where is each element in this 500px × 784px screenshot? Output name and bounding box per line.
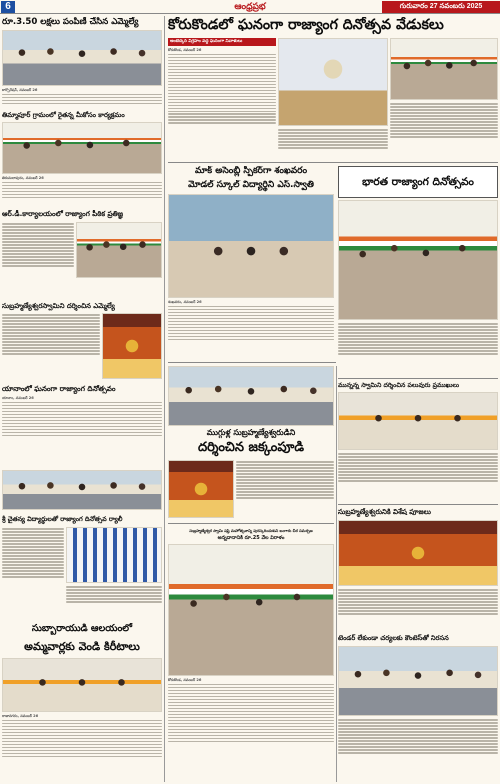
- lead-text-2: [278, 128, 388, 160]
- right2-headline: మున్నన్న స్వామిని దర్శించిన పలువురు ప్రముఖులు: [338, 382, 460, 389]
- right4-text: [338, 718, 498, 782]
- headline-4: సుబ్రహ్మణ్యేశ్వరస్వామిని దర్శించిన ఎమ్మెల్యే: [2, 302, 115, 310]
- photo-protest: [338, 646, 498, 716]
- mid-text: [236, 460, 334, 520]
- headline-7a: సుబ్బారాయుడి ఆలయంలో: [31, 623, 133, 634]
- column-divider: [164, 16, 165, 782]
- article-5-text: యానాం, నవంబర్ 26: [2, 396, 162, 458]
- right4-headline: టెండర్ లేకుండా చర్యలకు కౌంటెస్‌తో నిరసన: [338, 634, 449, 642]
- right-divider-3: [338, 504, 498, 505]
- photo-constitution-day: [338, 200, 498, 320]
- article-6b-text: [66, 585, 162, 615]
- photo-special-pooja: [338, 520, 498, 586]
- photo-lead-crowd: [390, 38, 498, 100]
- photo-jakkampudi: [168, 366, 334, 426]
- photo-dignitaries: [338, 392, 498, 450]
- photo-temple-visit: [102, 313, 162, 379]
- lead-text: కోరుకొండ, నవంబర్ 26: [168, 48, 276, 160]
- banner-text: కోరుకొండ, నవంబర్ 26: [168, 678, 334, 782]
- headline-1: రూ.3.50 లక్షలు పంపిణీ చేసిన ఎమ్మెల్యే: [2, 17, 139, 27]
- lead-subhead: అంబేద్కర్ విగ్రహం వద్ద ఘనంగా నివాళులు: [170, 39, 243, 44]
- headline-7b: అమ్మవార్లకు వెండి కిరీటాలు: [24, 640, 140, 653]
- lead-text-3: [390, 102, 498, 160]
- mid-headline-b: దర్శించిన జక్కంపూడి: [197, 440, 305, 455]
- page-header: [0, 0, 500, 14]
- right-divider-2: [338, 378, 498, 379]
- article-4-text: [2, 313, 100, 385]
- headline-5: యానాంలో ఘనంగా రాజ్యాంగ దినోత్సవం: [2, 384, 116, 393]
- banner-line-a: సుబ్రహ్మణ్యేశ్వర స్వామి షష్ఠి మహోత్సవాన్ని పురస్కరించుకుని బంగారు చీర సమర్పణ: [189, 528, 313, 533]
- right-box-heading: భారత రాజ్యాంగ దినోత్సవం: [338, 166, 498, 198]
- headline-6: శ్రీ చైతన్య విద్యార్థులతో రాజ్యాంగ దినోత్సవ ర్యాలీ: [2, 515, 123, 523]
- photo-jakkampudi-temple: [168, 460, 234, 518]
- photo-distribution: [2, 30, 162, 86]
- photo-ambedkar-statue: [278, 38, 388, 126]
- speaker-headline-a: మాక్ అసెంబ్లీ స్పీకర్‌గా శంఖవరం: [194, 166, 308, 176]
- lead-headline: కోరుకొండలో ఘనంగా రాజ్యాంగ దినోత్సవ వేడుకలు: [168, 17, 444, 33]
- photo-pledge: [76, 222, 162, 278]
- right-box-text: [338, 322, 498, 376]
- article-7-text: రాజానగరం, నవంబర్ 26: [2, 714, 162, 782]
- photo-silver-crowns: [2, 658, 162, 712]
- banner-divider: [168, 523, 334, 524]
- article-1-text: కార్పొరేషన్, నవంబర్ 26: [2, 88, 162, 110]
- mid-divider: [168, 362, 336, 363]
- photo-offering: [168, 544, 334, 676]
- speaker-text: శంఖవరం, నవంబర్ 26: [168, 300, 334, 360]
- photo-mock-assembly: [168, 194, 334, 298]
- photo-student-rally: [66, 527, 162, 583]
- article-2-text: తిరుమలాపురం, నవంబర్ 26: [2, 176, 162, 210]
- page-number: 6: [1, 1, 15, 13]
- mid-headline-a: ముగ్గుళ్ల సుబ్రహ్మణ్యేశ్వరుడిని: [206, 428, 296, 437]
- lead-divider: [168, 162, 498, 163]
- photo-farmers-meeting: [2, 122, 162, 174]
- photo-yanam: [2, 470, 162, 510]
- headline-3: ఆర్.డీ.కార్యాలయంలో రాజ్యాంగ పీఠిక ప్రతిజ్ఞ: [2, 210, 124, 218]
- right3-headline: సుబ్రహ్మణ్యేశ్వరునికి విశేష పూజలు: [338, 508, 431, 516]
- issue-date: గురువారం 27 నవంబరు 2025: [382, 1, 500, 13]
- right3-text: [338, 588, 498, 634]
- masthead: ఆంధ్రప్రభ: [234, 2, 266, 12]
- speaker-headline-b: మోడల్ స్కూల్ విద్యార్థిని ఎస్.స్వాతి: [188, 180, 314, 190]
- right2-text: [338, 452, 498, 502]
- article-3-text: [2, 222, 74, 300]
- article-6-text: [2, 527, 64, 615]
- banner-line-b: అన్నదానానికి రూ.25 వేల విరాళం: [217, 535, 285, 541]
- headline-2: తిమ్మాపూర్ గ్రామంలో రైతన్న మీకోసం కార్యక్రమం: [2, 111, 125, 119]
- column-divider-2: [336, 366, 337, 782]
